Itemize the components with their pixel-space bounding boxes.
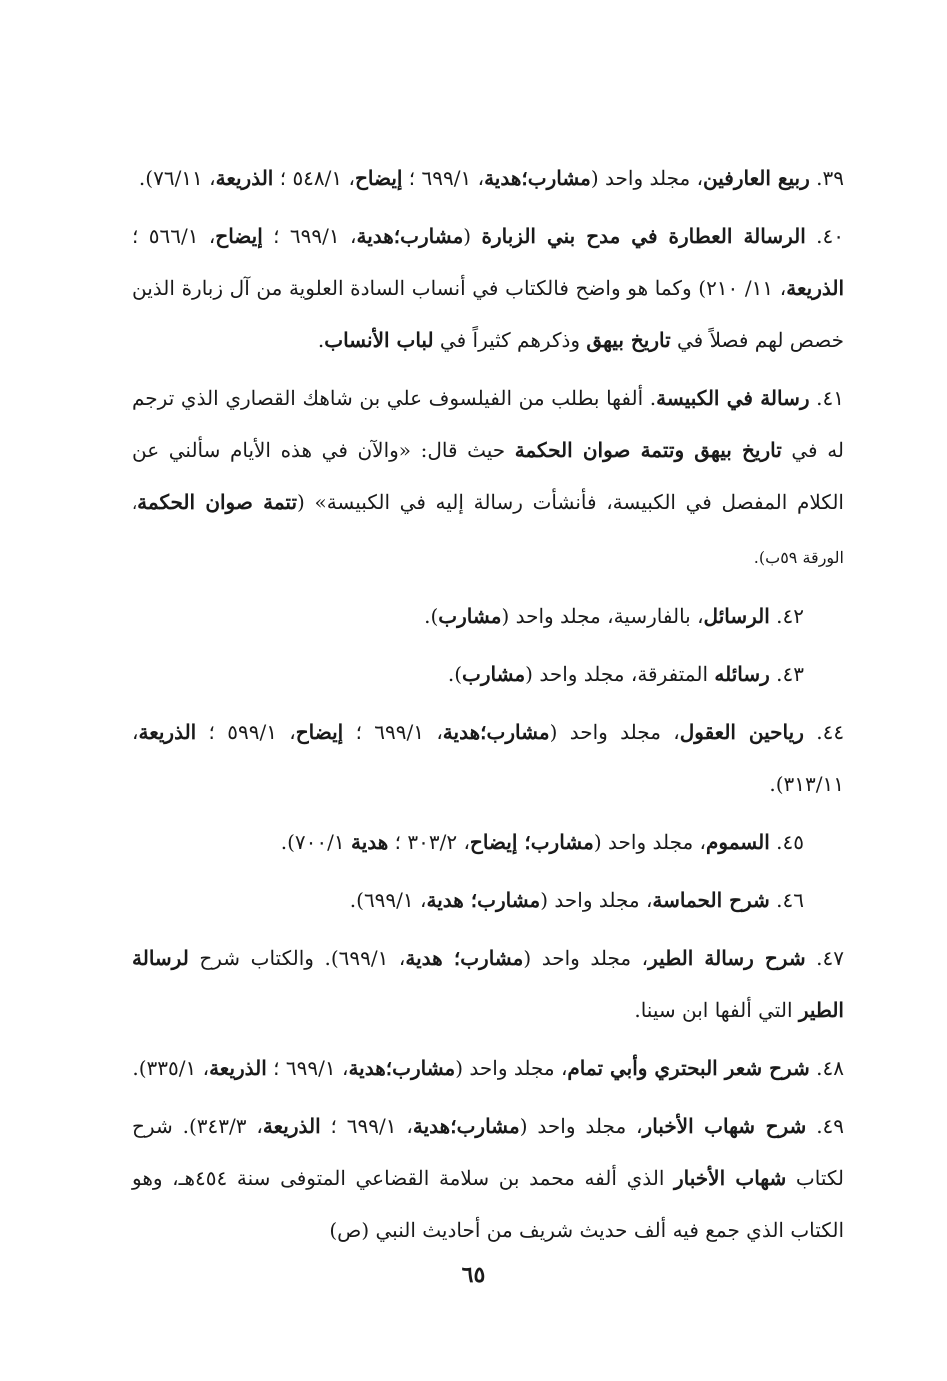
entry-text: ، ٦٩٩/١ ؛ bbox=[262, 224, 357, 248]
entry-46 bbox=[132, 874, 844, 926]
entry-title-text: مشارب bbox=[462, 662, 526, 686]
entry-text: ، ٦٩٩/١). والكتاب شرح bbox=[188, 946, 406, 970]
entry-title-text: مشارب؛هدية bbox=[356, 224, 464, 248]
entry-text: ٤٧. bbox=[805, 946, 845, 970]
entry-text: ٤١. bbox=[809, 386, 845, 410]
entry-text: ، مجلد واحد ( bbox=[590, 166, 704, 190]
entry-title-text: لباب الأنساب bbox=[324, 328, 434, 352]
entry-text: ، ٦٩٩/١). bbox=[349, 888, 427, 912]
entry-title-text: الذريعة bbox=[786, 276, 844, 300]
entry-text: ، ٣٠٣/٢ ؛ bbox=[388, 830, 470, 854]
entry-text: ٤٦. bbox=[769, 888, 804, 912]
entry-title-text: مشارب؛هدية bbox=[442, 720, 550, 744]
entry-title-text: ربيع العارفين bbox=[703, 166, 810, 190]
entry-text: ، مجلد واحد ( bbox=[455, 1056, 568, 1080]
entry-title-text: مشارب bbox=[438, 604, 502, 628]
entry-text: ، ٥٤٨/١ ؛ bbox=[273, 166, 355, 190]
entry-title-text: مشارب؛ هدية bbox=[426, 888, 541, 912]
entry-text: المتفرقة، مجلد واحد ( bbox=[525, 662, 715, 686]
entry-text: ( bbox=[463, 224, 482, 248]
entry-text: ، ٣١٣/١١). bbox=[132, 720, 844, 796]
entry-text: ، ٣٣٥/١). bbox=[132, 1056, 210, 1080]
entry-title-text: مشارب؛هدية bbox=[348, 1056, 456, 1080]
entry-40 bbox=[132, 210, 844, 366]
entry-text: ، ٦٩٩/١ ؛ bbox=[402, 166, 485, 190]
entry-text: التي ألفها ابن سينا. bbox=[634, 998, 799, 1022]
entry-title-text: لرسالة الطير bbox=[132, 946, 844, 1022]
entry-text: ، بالفارسية، مجلد واحد ( bbox=[501, 604, 704, 628]
entry-39 bbox=[132, 152, 844, 204]
entry-text: ، ٦٩٩/١ ؛ bbox=[266, 1056, 349, 1080]
entry-title-text: الذريعة bbox=[138, 720, 197, 744]
entry-text: ، مجلد واحد ( bbox=[523, 946, 649, 970]
entry-title-text: مشارب؛ إيضاح bbox=[469, 830, 594, 854]
document-body bbox=[132, 152, 844, 1262]
entry-text: ٤٣. bbox=[769, 662, 804, 686]
entry-42 bbox=[132, 590, 844, 642]
entry-title-text: الذريعة bbox=[215, 166, 274, 190]
entry-text: ، مجلد واحد ( bbox=[549, 720, 680, 744]
entry-title-text: رسائله bbox=[714, 662, 770, 686]
entry-title-text: إيضاح bbox=[295, 720, 344, 744]
entry-43 bbox=[132, 648, 844, 700]
entry-title-text: مشارب؛ هدية bbox=[405, 946, 524, 970]
entry-text: . ألفها بطلب من الفيلسوف علي بن شاهك القصاري الذي ترجم له في bbox=[132, 386, 845, 462]
entry-text: . bbox=[317, 328, 325, 352]
entry-text: ، ٦٩٩/١ ؛ bbox=[343, 720, 443, 744]
entry-text: وذكرهم كثيراً في bbox=[433, 328, 587, 352]
entry-title-text: تتمة صوان الحكمة bbox=[137, 490, 298, 514]
entry-title-text: إيضاح bbox=[354, 166, 403, 190]
entry-title-text: تاريخ بيهق وتتمة صوان الحكمة bbox=[514, 438, 782, 462]
page-number: ٦٥ bbox=[461, 1262, 486, 1288]
entry-text: ٤٢. bbox=[769, 604, 804, 628]
entry-text: الذي ألفه محمد بن سلامة القضاعي المتوفى سنة ٤٥٤هـ، وهو الكتاب الذي جمع فيه ألف حديث شريف من أحاديث النبي (ص) bbox=[132, 1166, 844, 1242]
entry-text: ، ١١/ ٢١٠) وكما هو واضح فالكتاب في أنساب السادة العلوية من آل زبارة الذين خصص لهم فصلاً في bbox=[132, 276, 844, 352]
entry-title-text: مشارب؛هدية bbox=[412, 1114, 520, 1138]
entry-text: ٤٥. bbox=[769, 830, 804, 854]
entry-text: ٣٩. bbox=[809, 166, 844, 190]
entry-text: ، الورقة ٥٩ب). bbox=[132, 494, 844, 567]
entry-49 bbox=[132, 1100, 844, 1256]
entry-title-text: شرح الحماسة bbox=[652, 888, 770, 912]
entry-text: ، مجلد واحد ( bbox=[519, 1114, 643, 1138]
entry-title-text: رياحين العقول bbox=[679, 720, 804, 744]
entry-text: ، ٧٦/١١). bbox=[138, 166, 216, 190]
entry-text: ، مجلد واحد ( bbox=[593, 830, 707, 854]
entry-text: ، ٥٦٦/١ ؛ bbox=[132, 224, 216, 248]
entry-title-text: شرح شعر البحتري وأبي تمام bbox=[567, 1056, 810, 1080]
entry-text: ، ٦٩٩/١ ؛ bbox=[320, 1114, 413, 1138]
entry-title-text: الرسائل bbox=[703, 604, 770, 628]
entry-41 bbox=[132, 372, 844, 584]
entry-45 bbox=[132, 816, 844, 868]
entry-title-text: شرح رسالة الطير bbox=[648, 946, 806, 970]
entry-text: ٤٤. bbox=[803, 720, 845, 744]
entry-47 bbox=[132, 932, 844, 1036]
entry-text: ، مجلد واحد ( bbox=[540, 888, 653, 912]
entry-text: ٤٩. bbox=[806, 1114, 845, 1138]
entry-text: ٤٠. bbox=[805, 224, 845, 248]
entry-title-text: هدية bbox=[350, 830, 389, 854]
entry-title-text: رسالة في الكبيسة bbox=[656, 386, 810, 410]
entry-text: ). bbox=[447, 662, 463, 686]
entry-title-text: الذريعة bbox=[209, 1056, 267, 1080]
entry-title-text: مشارب؛هدية bbox=[484, 166, 591, 190]
entry-text: حيث قال: «والآن في هذه الأيام سألني عن الكلام المفصل في الكبيسة، فأنشأت رسالة إليه في الكبيسة» ( bbox=[132, 438, 844, 514]
entry-text: ). bbox=[424, 604, 439, 628]
entry-44 bbox=[132, 706, 844, 810]
entry-title-text: شرح شهاب الأخبار bbox=[642, 1114, 807, 1138]
entry-title-text: السموم bbox=[706, 830, 770, 854]
entry-48 bbox=[132, 1042, 844, 1094]
entry-text: ، ٣٤٣/٣). شرح لكتاب bbox=[132, 1114, 845, 1190]
entry-title-text: الرسالة العطارة في مدح بني الزبارة bbox=[481, 224, 806, 248]
entry-title-text: تاريخ بيهق bbox=[586, 328, 671, 352]
entry-text: ٧٠٠/١). bbox=[280, 830, 351, 854]
entry-text: ، ٥٩٩/١ ؛ bbox=[196, 720, 296, 744]
entry-title-text: شهاب الأخبار bbox=[674, 1166, 787, 1190]
entry-text: ٤٨. bbox=[809, 1056, 844, 1080]
entry-title-text: إيضاح bbox=[215, 224, 263, 248]
entry-title-text: الذريعة bbox=[262, 1114, 321, 1138]
